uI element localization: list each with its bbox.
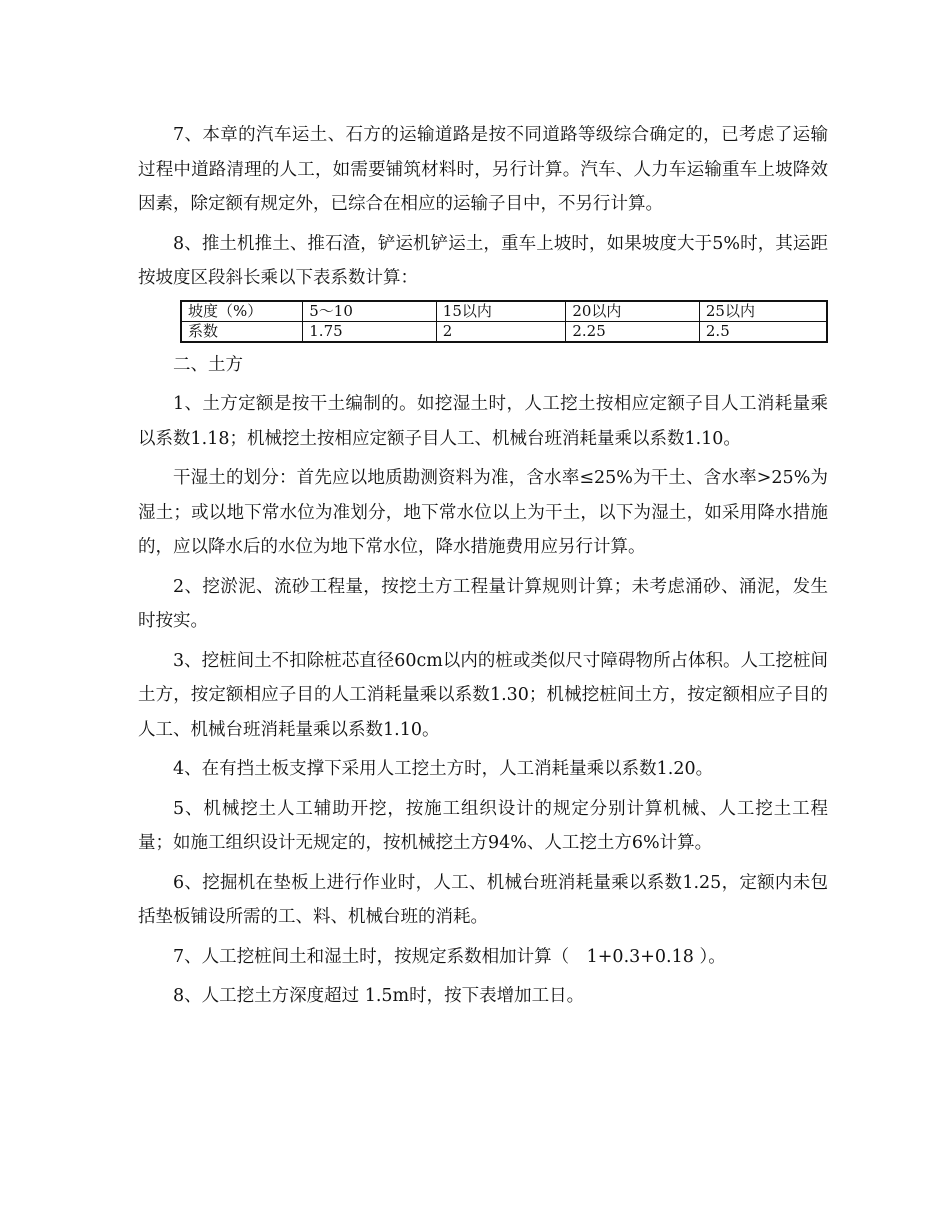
table-cell: 15以内 <box>436 301 566 322</box>
table-cell: 2.5 <box>699 321 827 342</box>
paragraph-5-manual-assist: 5、机械挖土人工辅助开挖，按施工组织设计的规定分别计算机械、人工挖土工程量；如施工组织设计无规定的，按机械挖土方94%、人工挖土方6%计算。 <box>138 798 828 853</box>
table-cell: 2 <box>436 321 566 342</box>
paragraph-4-retaining-board: 4、在有挡土板支撑下采用人工挖土方时，人工消耗量乘以系数1.20。 <box>173 759 714 779</box>
paragraph-1-dry-soil: 1、土方定额是按干土编制的。如挖湿土时，人工挖土按相应定额子目人工消耗量乘以系数1.18；机械挖土按相应定额子目人工、机械台班消耗量乘以系数1.10。 <box>138 394 828 449</box>
slope-coefficient-table-wrapper <box>180 300 828 343</box>
table-cell: 系数 <box>181 321 303 342</box>
table-cell: 1.75 <box>303 321 437 342</box>
table-cell: 2.25 <box>566 321 700 342</box>
paragraph-6-excavator-pad: 6、挖掘机在垫板上进行作业时，人工、机械台班消耗量乘以系数1.25，定额内未包括垫板铺设所需的工、料、机械台班的消耗。 <box>138 872 828 927</box>
paragraph-7-transport-roads: 7、本章的汽车运土、石方的运输道路是按不同道路等级综合确定的，已考虑了运输过程中道路清理的人工，如需要铺筑材料时，另行计算。汽车、人力车运输重车上坡降效因素，除定额有规定外，已综合在相应的运输子目中，不另行计算。 <box>138 125 828 214</box>
paragraph-dry-wet-division: 干湿土的划分：首先应以地质勘测资料为准，含水率≤25%为干土、含水率>25%为湿土；或以地下常水位为准划分，地下常水位以上为干土，以下为湿土，如采用降水措施的，应以降水后的水位为地下常水位，降水措施费用应另行计算。 <box>138 468 828 557</box>
table-cell: 坡度（%） <box>181 301 303 322</box>
table-row <box>181 321 827 342</box>
paragraph-3-pile-soil: 3、挖桩间土不扣除桩芯直径60cm以内的桩或类似尺寸障碍物所占体积。人工挖桩间土方，按定额相应子目的人工消耗量乘以系数1.30；机械挖桩间土方，按定额相应子目的人工、机械台班消耗量乘以系数1.10。 <box>138 650 828 740</box>
section-heading-earthwork: 二、土方 <box>173 354 243 375</box>
paragraph-8-depth-workdays: 8、人工挖土方深度超过 1.5m时，按下表增加工日。 <box>173 986 585 1006</box>
paragraph-8-bulldozer-slope: 8、推土机推土、推石渣，铲运机铲运土，重车上坡时，如果坡度大于5%时，其运距按坡度区段斜长乘以下表系数计算： <box>138 233 828 288</box>
table-cell: 25以内 <box>699 301 827 322</box>
document-page <box>138 118 828 1019</box>
table-cell: 5～10 <box>303 301 437 322</box>
paragraph-2-silt-sand: 2、挖淤泥、流砂工程量，按挖土方工程量计算规则计算；未考虑涌砂、涌泥，发生时按实。 <box>138 576 828 631</box>
table-cell: 20以内 <box>566 301 700 322</box>
table-row <box>181 301 827 322</box>
slope-coefficient-table <box>180 300 828 343</box>
paragraph-7-coefficient-sum: 7、人工挖桩间土和湿土时，按规定系数相加计算（ 1+0.3+0.18 ）。 <box>173 946 726 967</box>
